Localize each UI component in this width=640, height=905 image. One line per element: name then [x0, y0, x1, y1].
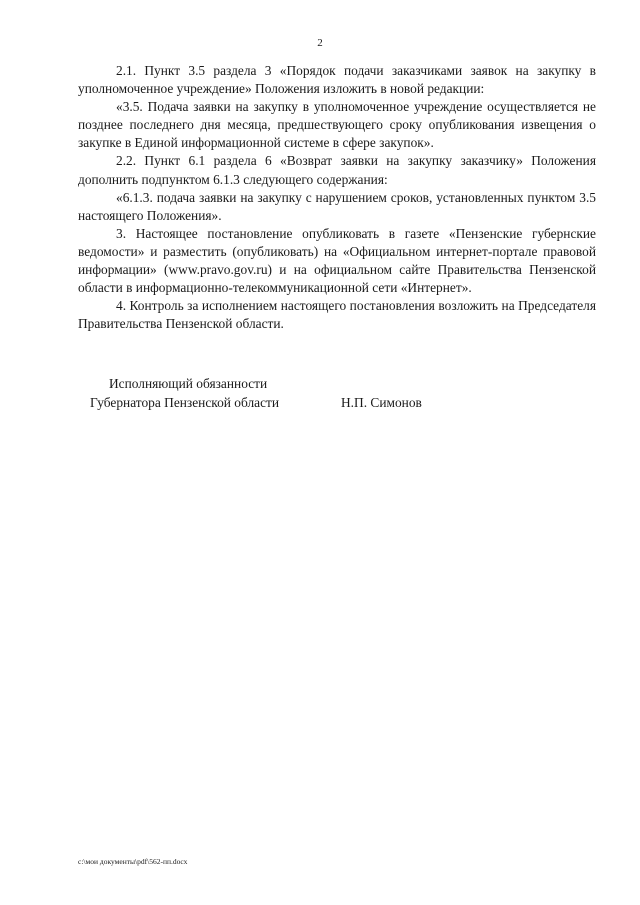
- footer-file-path: c:\мои документы\pdf\562-пп.docx: [78, 857, 188, 866]
- paragraph-4-control: 4. Контроль за исполнением настоящего постановления возложить на Председателя Правительства Пензенской области.: [78, 298, 596, 332]
- signatory-name: Н.П. Симонов: [341, 395, 422, 410]
- paragraph-3-5-quote: «3.5. Подача заявки на закупку в уполномоченное учреждение осуществляется не позднее последнего дня месяца, предшествующего сроку опубликования извещения о закупке в Единой информационной системе в сфере закупок».: [78, 99, 596, 151]
- signatory-title-line1: Исполняющий обязанности: [109, 376, 268, 391]
- paragraph-6-1-3-quote: «6.1.3. подача заявки на закупку с нарушением сроков, установленных пунктом 3.5 настоящего Положения».: [78, 189, 596, 223]
- signatory-title-line2: Губернатора Пензенской области: [90, 395, 280, 410]
- page-number: 2: [317, 37, 323, 49]
- paragraph-2-2: 2.2. Пункт 6.1 раздела 6 «Возврат заявки на закупку заказчику» Положения дополнить подпунктом 6.1.3 следующего содержания:: [78, 153, 596, 187]
- paragraph-3-publication: 3. Настоящее постановление опубликовать в газете «Пензенские губернские ведомости» и разместить (опубликовать) на «Официальном интернет-портале правовой информации» (www.pravo.gov.ru) и на официальном сайте Правительства Пензенской области в информационно-телекоммуникационной сети «Интернет».: [78, 225, 596, 296]
- document-body: [78, 62, 596, 333]
- paragraph-2-1: 2.1. Пункт 3.5 раздела 3 «Порядок подачи заказчиками заявок на закупку в уполномоченное учреждение» Положения изложить в новой редакции:: [78, 63, 596, 97]
